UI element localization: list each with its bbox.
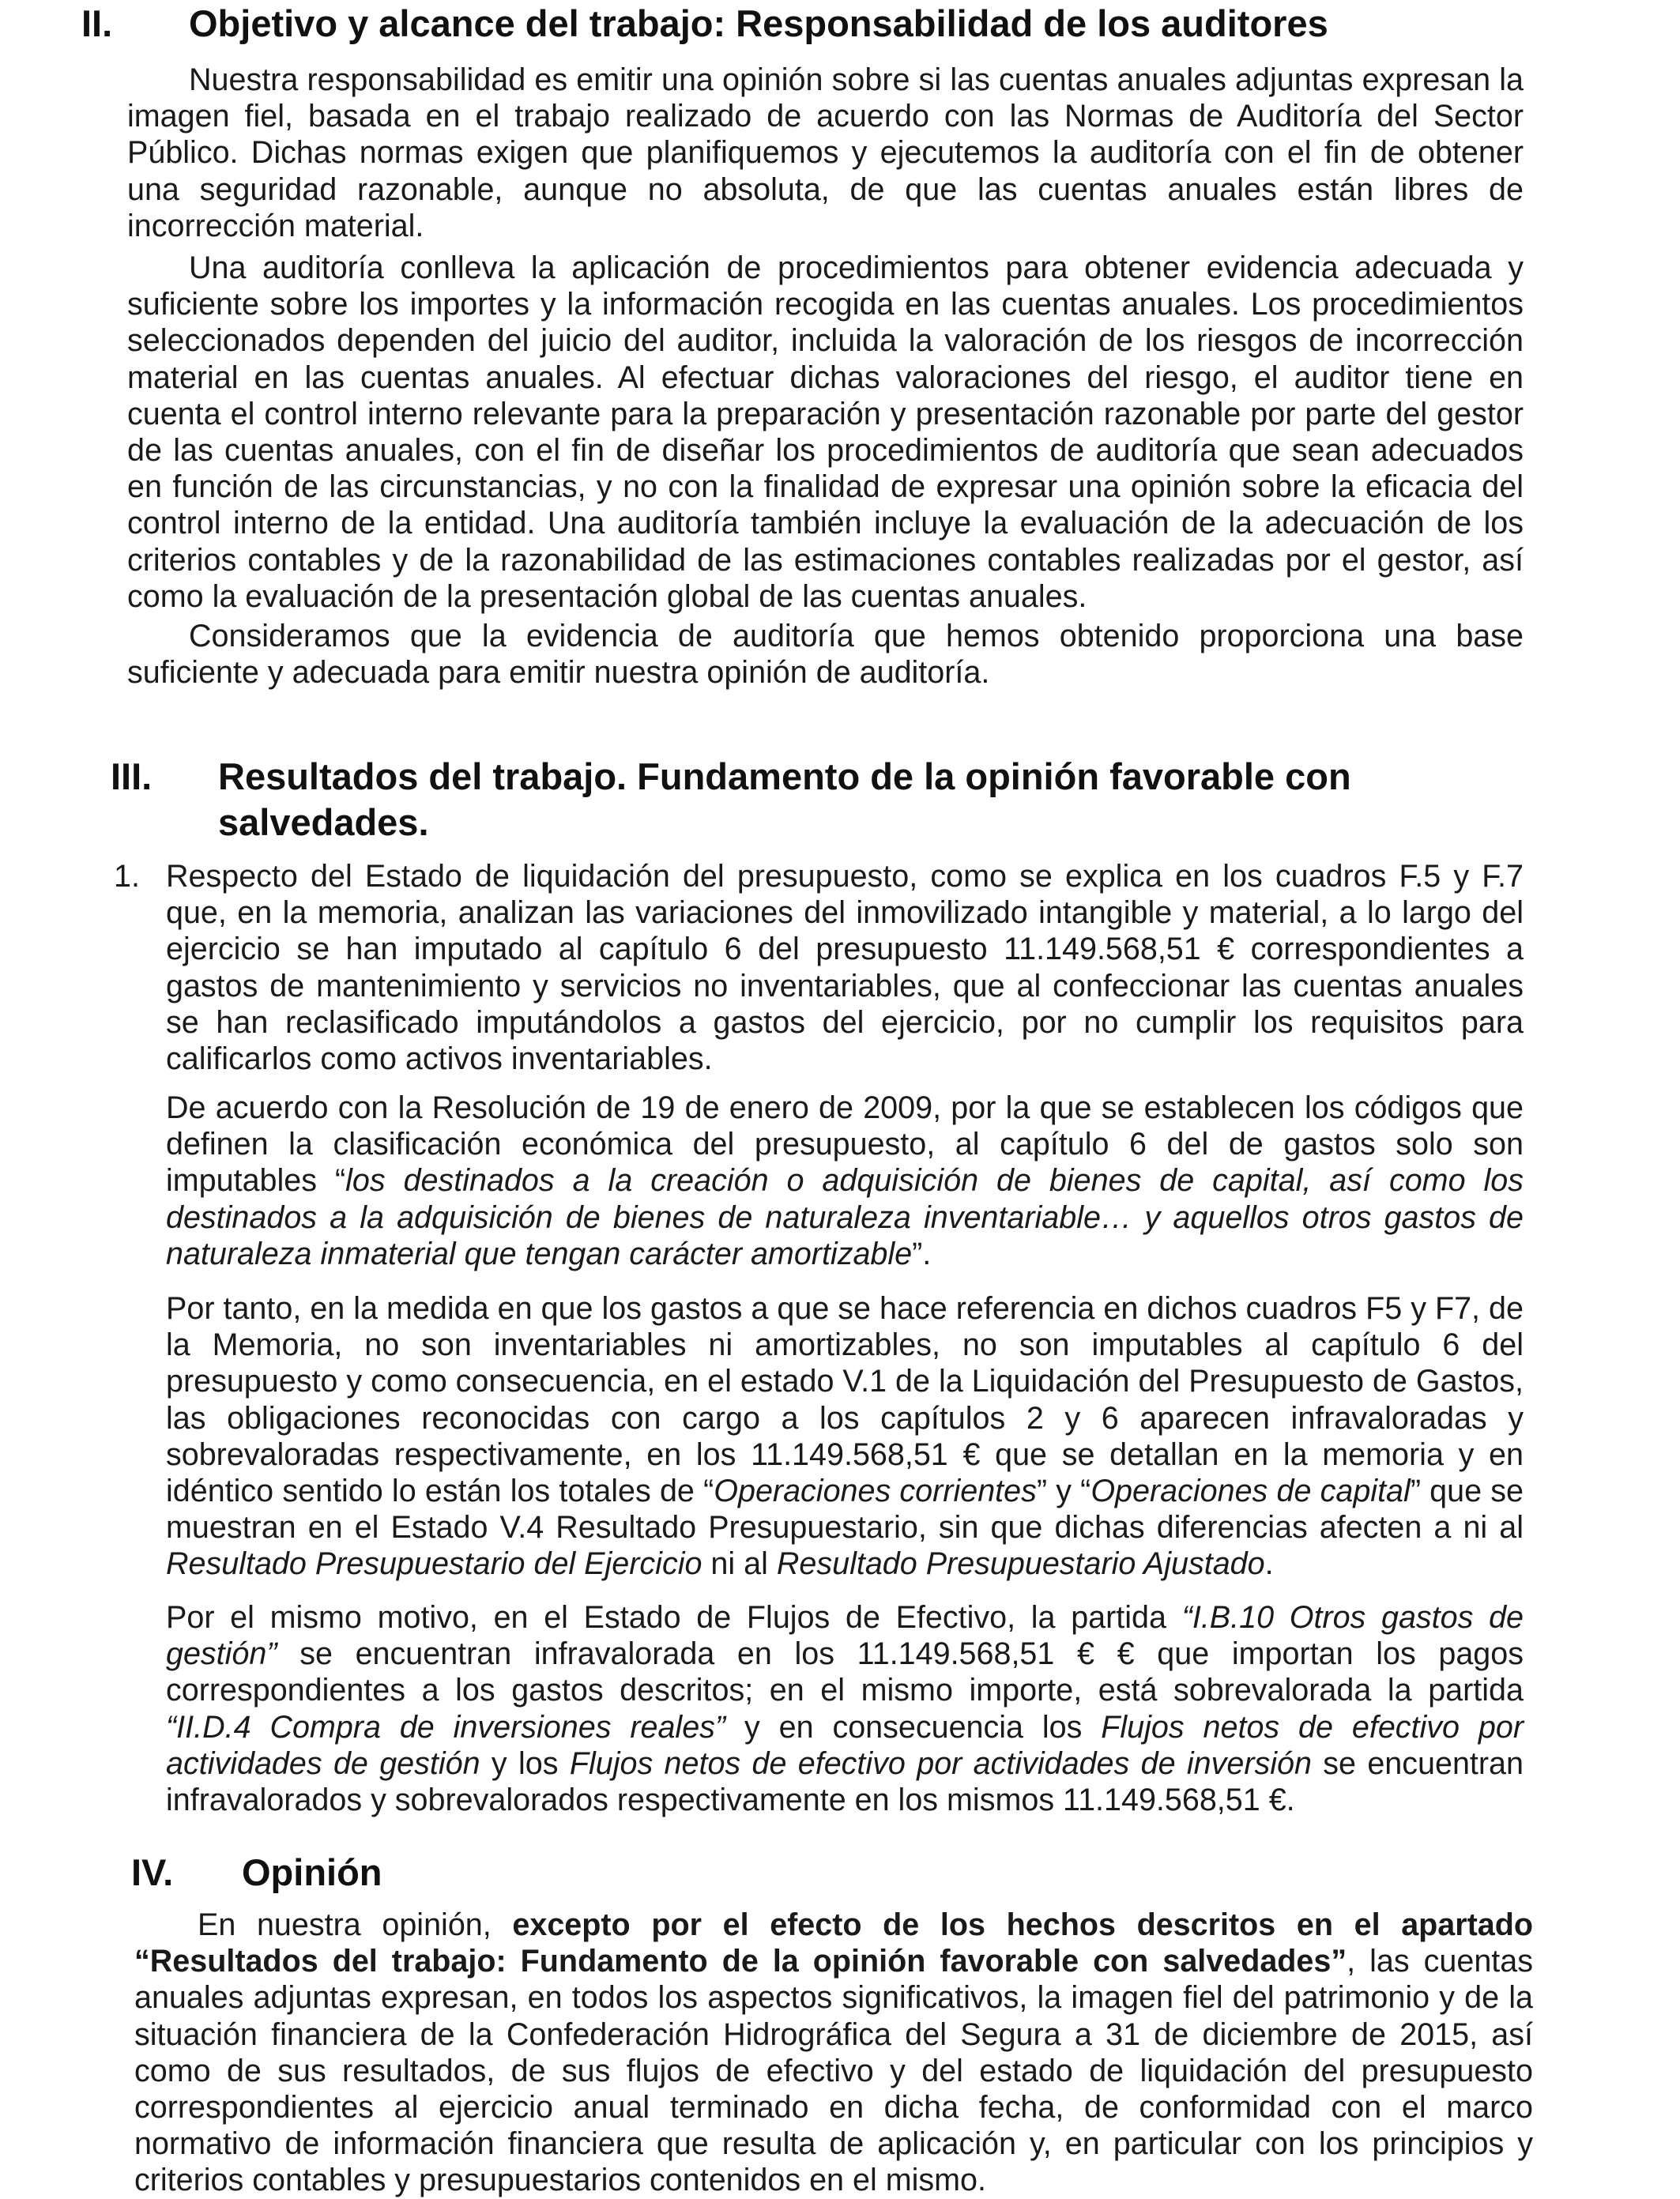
section-iii-paragraph-2 [166,1090,1524,1272]
section-iv-title: Opinión [242,1851,382,1893]
p3-italic-operaciones-corrientes: Operaciones corrientes [714,1474,1037,1509]
section-iii-paragraph-3 [166,1290,1524,1583]
p4-italic-flujos-gestion: Flujos netos de efectivo por actividades de gestión [166,1709,1524,1781]
section-ii-title: Objetivo y alcance del trabajo: Responsabilidad de los auditores [189,2,1328,44]
section-iii-paragraph-4 [166,1599,1524,1818]
p2-text-start: De acuerdo con la Resolución de 19 de enero de 2009, por la que se establecen los códigos que definen la clasificación económica del presupuesto, al capítulo 6 del de gastos solo son imputables “ [166,1090,1524,1199]
p4-italic-partida-iid4: “II.D.4 Compra de inversiones reales” [166,1709,726,1745]
p2-text-end: ”. [912,1236,932,1271]
section-ii-heading [81,2,1622,46]
p2-quote-italic: los destinados a la creación o adquisición de bienes de capital, así como los destinados a la adquisición de bienes de naturaleza inventariable… y aquellos otros gastos de naturaleza inmaterial que tengan carácter amortizable [166,1163,1524,1271]
list-item-number: 1. [114,859,140,894]
section-iii-heading [111,754,1612,849]
section-iv-heading [131,1849,921,1896]
opinion-text-start: En nuestra opinión, [198,1907,513,1942]
p3-text-2: ” y “ [1036,1474,1091,1509]
p4-text-1: Por el mismo motivo, en el Estado de Flujos de Efectivo, la partida [166,1600,1182,1635]
p3-text-5: . [1264,1546,1274,1582]
p3-text-4: ni al [702,1546,777,1582]
section-iii-title-line-2: salvedades. [218,801,429,843]
section-iii-number: III. [111,755,153,797]
section-ii-paragraph-3: Consideramos que la evidencia de auditoría que hemos obtenido proporciona una base suficiente y adecuada para emitir nuestra opinión de auditoría. [127,619,1524,691]
p4-text-2: se encuentran infravalorada en los 11.149.568,51 € € que importan los pagos correspondientes a los gastos descritos; en el mismo importe, está sobrevalorada la partida [166,1636,1524,1708]
section-iv-paragraph-1 [134,1907,1533,2199]
opinion-text-end: , las cuentas anuales adjuntas expresan, en todos los aspectos significativos, la imagen fiel del patrimonio y de la situación financiera de la Confederación Hidrográfica del Segura a 31 de diciembre de 2015, así como de sus resultados, de sus flujos de efectivo y del estado de liquidación del presupuesto correspondientes al ejercicio anual terminado en dicha fecha, de conformidad con el marco normativo de información financiera que resulta de aplicación y, en particular con los principios y criterios contables y presupuestarios contenidos en el mismo. [134,1944,1533,2198]
p4-text-3: y en consecuencia los [725,1709,1102,1745]
p3-text-1: Por tanto, en la medida en que los gastos a que se hace referencia en dichos cuadros F5 y F7, de la Memoria, no son inventariables ni amortizables, no son imputables al capítulo 6 del presupuesto y como consecuencia, en el estado V.1 de la Liquidación del Presupuesto de Gastos, las obligaciones reconocidas con cargo a los capítulos 2 y 6 aparecen infravaloradas y sobrevaloradas respectivamente, en los 11.149.568,51 € que se detallan en la memoria y en idéntico sentido lo están los totales de “ [166,1291,1524,1509]
section-ii-paragraph-1: Nuestra responsabilidad es emitir una opinión sobre si las cuentas anuales adjuntas expresan la imagen fiel, basada en el trabajo realizado de acuerdo con las Normas de Auditoría del Sector Público. Dichas normas exigen que planifiquemos y ejecutemos la auditoría con el fin de obtener una seguridad razonable, aunque no absoluta, de que las cuentas anuales están libres de incorrección material. [127,62,1524,243]
p4-italic-partida-ib10: “I.B.10 Otros gastos de gestión” [166,1600,1524,1672]
p3-text-3: ” que se muestran en el Estado V.4 Resultado Presupuestario, sin que dichas diferencias afecten a ni al [166,1474,1524,1546]
section-iii-title-line-1: Resultados del trabajo. Fundamento de la opinión favorable con [218,755,1351,797]
section-iv-number: IV. [131,1851,174,1893]
section-iii-paragraph-1: Respecto del Estado de liquidación del presupuesto, como se explica en los cuadros F.5 y F.7 que, en la memoria, analizan las variaciones del inmovilizado intangible y material, a lo largo del ejercicio se han imputado al capítulo 6 del presupuesto 11.149.568,51 € correspondientes a gastos de mantenimiento y servicios no inventariables, que al confeccionar las cuentas anuales se han reclasificado imputándolos a gastos del ejercicio, por no cumplir los requisitos para calificarlos como activos inventariables. [166,859,1524,1077]
p3-italic-operaciones-capital: Operaciones de capital [1090,1474,1411,1509]
section-ii-paragraph-2: Una auditoría conlleva la aplicación de procedimientos para obtener evidencia adecuada y suficiente sobre los importes y la información recogida en las cuentas anuales. Los procedimientos seleccionados dependen del juicio del auditor, incluida la valoración de los riesgos de incorrección material en las cuentas anuales. Al efectuar dichas valoraciones del riesgo, el auditor tiene en cuenta el control interno relevante para la preparación y presentación razonable por parte del gestor de las cuentas anuales, con el fin de diseñar los procedimientos de auditoría que sean adecuados en función de las circunstancias, y no con la finalidad de expresar una opinión sobre la eficacia del control interno de la entidad. Una auditoría también incluye la evaluación de la adecuación de los criterios contables y de la razonabilidad de las estimaciones contables realizadas por el gestor, así como la evaluación de la presentación global de las cuentas anuales. [127,250,1524,614]
p4-text-4: y los [480,1745,570,1781]
p3-italic-resultado-ajustado: Resultado Presupuestario Ajustado [776,1546,1265,1582]
section-ii-number: II. [81,2,113,44]
p3-italic-resultado-ejercicio: Resultado Presupuestario del Ejercicio [166,1546,703,1582]
opinion-bold-exception: excepto por el efecto de los hechos descritos en el apartado “Resultados del trabajo: Fundamento de la opinión favorable con salvedades” [134,1907,1534,1979]
p4-text-5: se encuentran infravalorados y sobrevalorados respectivamente en los mismos 11.149.568,51 €. [166,1745,1524,1818]
p4-italic-flujos-inversion: Flujos netos de efectivo por actividades de inversión [569,1745,1312,1781]
